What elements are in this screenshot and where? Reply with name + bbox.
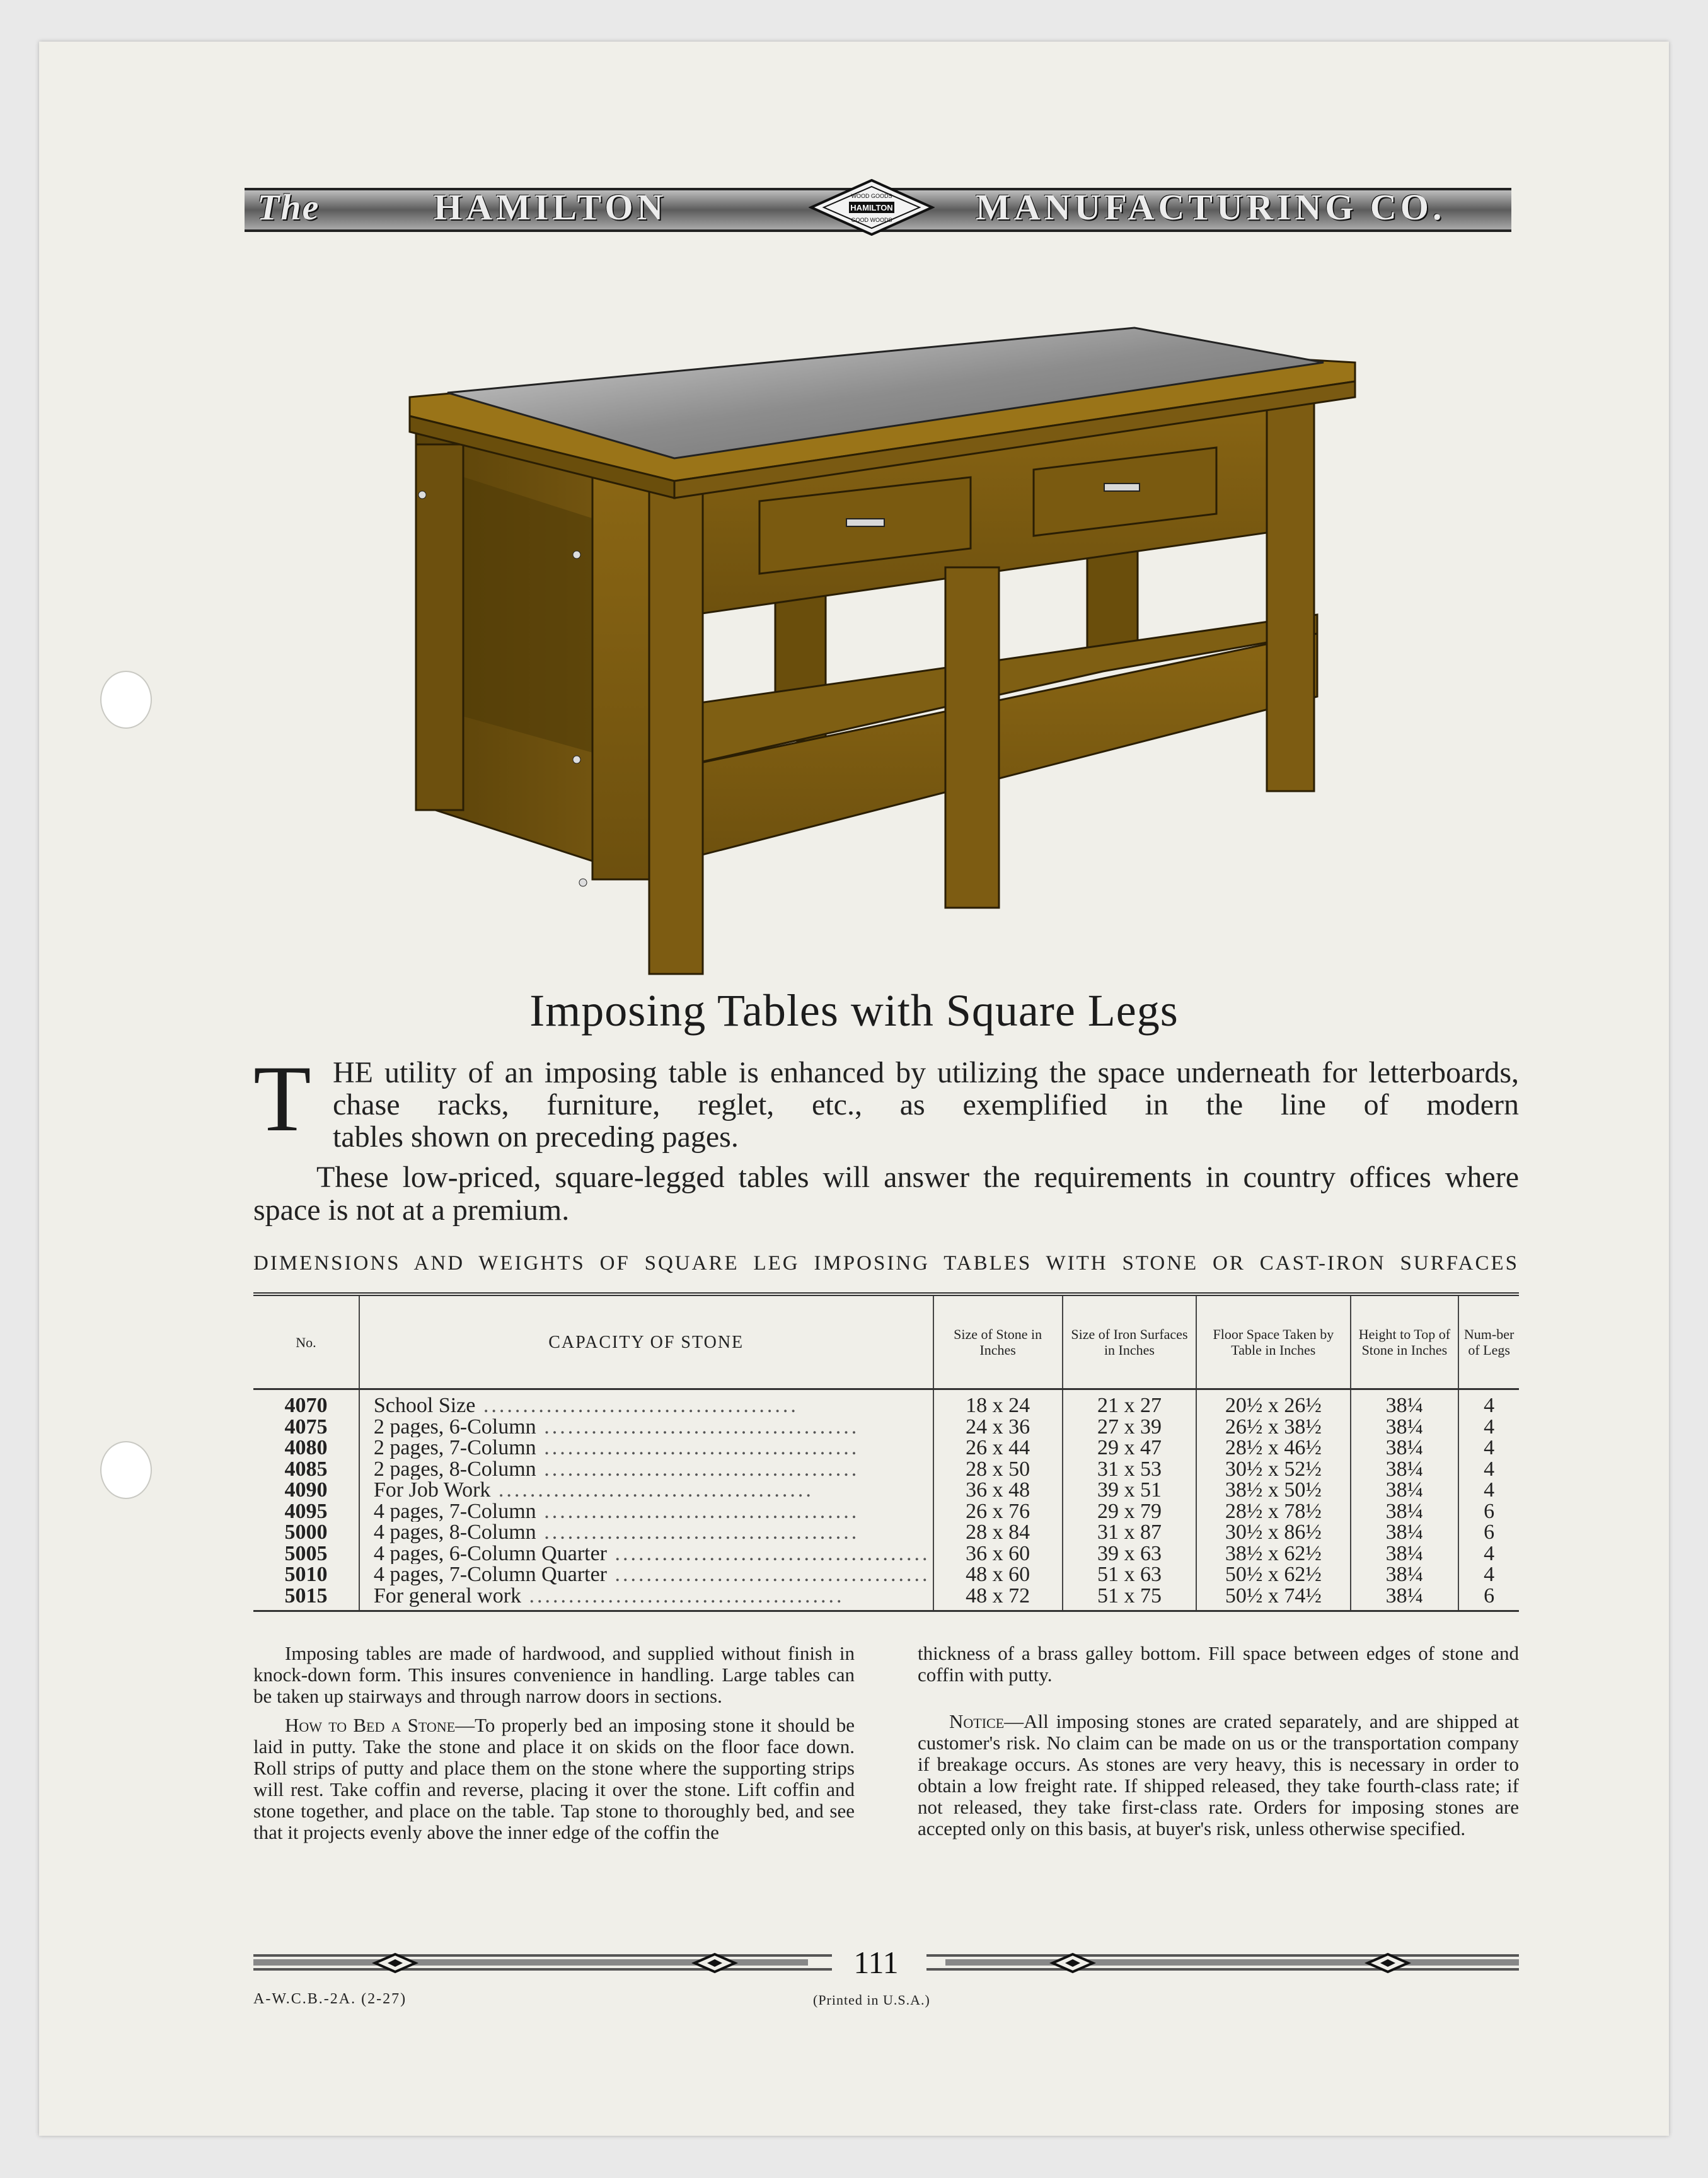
cell-floor: 26½ x 38½ xyxy=(1196,1416,1350,1438)
col-header-floor: Floor Space Taken by Table in Inches xyxy=(1196,1294,1350,1389)
col-header-iron: Size of Iron Surfaces in Inches xyxy=(1063,1294,1196,1389)
cell-floor: 20½ x 26½ xyxy=(1196,1389,1350,1416)
cell-stone: 28 x 84 xyxy=(933,1522,1063,1543)
cell-iron: 31 x 87 xyxy=(1063,1522,1196,1543)
intro-paragraph-2: These low-priced, square-legged tables will answer the requirements in country offices where space is not at a premium. xyxy=(253,1161,1519,1227)
table-header-row xyxy=(253,1294,1519,1389)
cell-floor: 30½ x 52½ xyxy=(1196,1459,1350,1480)
notes-left-column xyxy=(253,1643,855,1851)
cell-floor: 28½ x 78½ xyxy=(1196,1501,1350,1522)
cell-height: 38¼ xyxy=(1351,1564,1459,1585)
cell-capacity: School Size ........................................ xyxy=(359,1389,933,1416)
cell-legs: 6 xyxy=(1458,1501,1519,1522)
cell-capacity: 4 pages, 7-Column Quarter ........................................ xyxy=(359,1564,933,1585)
banner-hamilton: HAMILTON xyxy=(434,187,667,228)
cell-height: 38¼ xyxy=(1351,1480,1459,1501)
logo-ring-top: WOOD GOODS xyxy=(851,193,892,199)
cell-stone: 26 x 44 xyxy=(933,1437,1063,1459)
cell-iron: 31 x 53 xyxy=(1063,1459,1196,1480)
cell-capacity: 2 pages, 6-Column ........................................ xyxy=(359,1416,933,1438)
cell-capacity: 4 pages, 8-Column ........................................ xyxy=(359,1522,933,1543)
table-row xyxy=(253,1501,1519,1522)
capacity-text: 2 pages, 8-Column xyxy=(373,1458,536,1480)
table-caption: DIMENSIONS AND WEIGHTS OF SQUARE LEG IMPOSING TABLES WITH STONE OR CAST-IRON SURFACES xyxy=(253,1252,1519,1275)
note-bedding-continued: thickness of a brass galley bottom. Fill space between edges of stone and coffin with putty. xyxy=(918,1642,1519,1686)
cell-no: 4090 xyxy=(284,1478,328,1502)
capacity-text: 4 pages, 7-Column xyxy=(373,1500,536,1522)
cell-stone: 36 x 48 xyxy=(933,1480,1063,1501)
cell-no: 5015 xyxy=(253,1585,359,1611)
col-header-stone: Size of Stone in Inches xyxy=(933,1294,1063,1389)
cell-capacity: 2 pages, 8-Column ........................................ xyxy=(359,1459,933,1480)
notes-right-column xyxy=(918,1643,1519,1847)
cell-iron: 39 x 63 xyxy=(1063,1543,1196,1565)
capacity-text: 2 pages, 6-Column xyxy=(373,1416,536,1437)
hamilton-diamond-logo xyxy=(809,179,935,236)
capacity-text: 2 pages, 7-Column xyxy=(373,1437,536,1459)
page-number: 111 xyxy=(853,1945,899,1980)
cell-no: 4075 xyxy=(284,1415,328,1439)
table-row xyxy=(253,1480,1519,1501)
cell-iron: 29 x 79 xyxy=(1063,1501,1196,1522)
imposing-table-illustration xyxy=(403,318,1361,987)
table-row xyxy=(253,1416,1519,1438)
capacity-text: For general work xyxy=(373,1585,522,1607)
cell-stone: 28 x 50 xyxy=(933,1459,1063,1480)
cell-floor: 50½ x 62½ xyxy=(1196,1564,1350,1585)
cell-iron: 27 x 39 xyxy=(1063,1416,1196,1438)
rear-leg-left xyxy=(416,444,463,810)
cell-legs: 4 xyxy=(1458,1480,1519,1501)
cell-no: 4080 xyxy=(284,1436,328,1459)
cell-legs: 4 xyxy=(1458,1459,1519,1480)
binder-hole-lower xyxy=(100,1441,152,1499)
header-banner xyxy=(245,182,1511,233)
printed-in: (Printed in U.S.A.) xyxy=(813,1992,930,2008)
note-construction: Imposing tables are made of hardwood, and supplied without finish in knock-down form. This insures convenience in handling. Large tables can be taken up stairways and through narrow doors in sections. xyxy=(253,1642,855,1707)
cell-legs: 4 xyxy=(1458,1389,1519,1416)
note-bedding xyxy=(253,1715,855,1843)
cell-capacity: 4 pages, 6-Column Quarter ........................................ xyxy=(359,1543,933,1565)
cell-stone: 24 x 36 xyxy=(933,1416,1063,1438)
intro-paragraph-1-last-line: tables shown on preceding pages. xyxy=(333,1120,739,1154)
capacity-text: 4 pages, 8-Column xyxy=(373,1522,536,1543)
cell-height: 38¼ xyxy=(1351,1416,1459,1438)
banner-manufacturing: MANUFACTURING CO. xyxy=(976,187,1446,228)
cell-iron: 51 x 63 xyxy=(1063,1564,1196,1585)
catalog-code: A-W.C.B.-2A. (2-27) xyxy=(253,1991,407,2007)
table-row xyxy=(253,1389,1519,1416)
cell-legs: 4 xyxy=(1458,1416,1519,1438)
cell-legs: 6 xyxy=(1458,1585,1519,1611)
table-row xyxy=(253,1585,1519,1611)
table-row xyxy=(253,1459,1519,1480)
cell-no: 5000 xyxy=(284,1521,328,1544)
cell-legs: 6 xyxy=(1458,1522,1519,1543)
cell-height: 38¼ xyxy=(1351,1522,1459,1543)
table-row xyxy=(253,1564,1519,1585)
footer-ornament-left xyxy=(253,1950,832,1976)
cell-floor: 28½ x 46½ xyxy=(1196,1437,1350,1459)
drop-cap: T xyxy=(253,1046,311,1151)
cell-height: 38¼ xyxy=(1351,1585,1459,1611)
cell-height: 38¼ xyxy=(1351,1543,1459,1565)
note-notice-body: —All imposing stones are crated separately, and are shipped at customer's risk. No claim can be made on us or the transportation company if breakage occurs. As stones are very heavy, this is necessary in order to obtain a low freight rate. If shipped released, they take fourth-class rate; if not released, they take first-class rate. Orders for imposing stones are accepted only on this basis, at buyer's risk, unless otherwise specified. xyxy=(918,1710,1519,1839)
cell-stone: 18 x 24 xyxy=(933,1389,1063,1416)
cell-floor: 30½ x 86½ xyxy=(1196,1522,1350,1543)
front-leg-center xyxy=(945,567,999,908)
note-notice-heading: Notice xyxy=(949,1710,1005,1732)
cell-iron: 21 x 27 xyxy=(1063,1389,1196,1416)
cell-height: 38¼ xyxy=(1351,1437,1459,1459)
note-notice xyxy=(918,1711,1519,1839)
capacity-text: 4 pages, 7-Column Quarter xyxy=(373,1564,608,1585)
table-row xyxy=(253,1437,1519,1459)
front-leg-left xyxy=(592,476,649,879)
cell-height: 38¼ xyxy=(1351,1501,1459,1522)
cell-iron: 51 x 75 xyxy=(1063,1585,1196,1611)
cell-iron: 39 x 51 xyxy=(1063,1480,1196,1501)
cell-no: 4070 xyxy=(284,1394,328,1417)
col-header-no: No. xyxy=(296,1334,316,1350)
banner-the: The xyxy=(257,187,320,228)
cell-legs: 4 xyxy=(1458,1543,1519,1565)
capacity-text: 4 pages, 6-Column Quarter xyxy=(373,1543,608,1564)
cell-no: 4085 xyxy=(284,1457,328,1481)
front-leg-right xyxy=(1267,400,1314,791)
capacity-text: For Job Work xyxy=(373,1480,491,1501)
cell-iron: 29 x 47 xyxy=(1063,1437,1196,1459)
cell-height: 38¼ xyxy=(1351,1459,1459,1480)
cell-floor: 50½ x 74½ xyxy=(1196,1585,1350,1611)
col-header-height: Height to Top of Stone in Inches xyxy=(1351,1294,1459,1389)
cell-height: 38¼ xyxy=(1351,1389,1459,1416)
binder-hole-upper xyxy=(100,671,152,729)
cell-capacity: 2 pages, 7-Column ........................................ xyxy=(359,1437,933,1459)
drawer-left-handle xyxy=(846,519,884,526)
table-row xyxy=(253,1522,1519,1543)
cell-legs: 4 xyxy=(1458,1437,1519,1459)
intro-paragraph-1: HE utility of an imposing table is enhanced by utilizing the space underneath for letterboards, chase racks, furniture, reglet, etc., as exemplified in the line of modern xyxy=(333,1056,1519,1121)
page-title: Imposing Tables with Square Legs xyxy=(529,985,1179,1036)
logo-label: HAMILTON xyxy=(850,203,893,212)
col-header-capacity: CAPACITY OF STONE xyxy=(359,1294,933,1389)
cell-no: 5010 xyxy=(284,1563,328,1586)
cell-floor: 38½ x 62½ xyxy=(1196,1543,1350,1565)
drawer-right-handle xyxy=(1104,484,1140,491)
cell-capacity: For Job Work ........................................ xyxy=(359,1480,933,1501)
capacity-text: School Size xyxy=(373,1394,476,1416)
cell-stone: 48 x 72 xyxy=(933,1585,1063,1611)
cell-capacity: For general work ........................................ xyxy=(359,1585,933,1611)
cell-capacity: 4 pages, 7-Column ........................................ xyxy=(359,1501,933,1522)
dimensions-table xyxy=(253,1292,1519,1612)
logo-ring-bottom: GOOD WOODS xyxy=(851,217,892,223)
front-leg-left-corner xyxy=(649,482,703,974)
note-bedding-body: —To properly bed an imposing stone it should be laid in putty. Take the stone and place it on skids on the floor face down. Roll strips of putty and place them on the stone where the supporting strips will rest. Take coffin and reverse, placing it over the stone. Lift coffin and stone together, and place on the table. Tap stone to thoroughly bed, and see that it projects evenly above the inner edge of the coffin the xyxy=(253,1714,855,1843)
cell-stone: 48 x 60 xyxy=(933,1564,1063,1585)
cell-stone: 26 x 76 xyxy=(933,1501,1063,1522)
cell-no: 5005 xyxy=(284,1541,328,1565)
cell-stone: 36 x 60 xyxy=(933,1543,1063,1565)
col-header-legs: Num-ber of Legs xyxy=(1458,1294,1519,1389)
table-row xyxy=(253,1543,1519,1565)
cell-no: 4095 xyxy=(284,1499,328,1523)
cell-floor: 38½ x 50½ xyxy=(1196,1480,1350,1501)
note-bedding-heading: How to Bed a Stone xyxy=(285,1714,456,1736)
footer-ornament-right xyxy=(926,1950,1519,1976)
cell-legs: 4 xyxy=(1458,1564,1519,1585)
